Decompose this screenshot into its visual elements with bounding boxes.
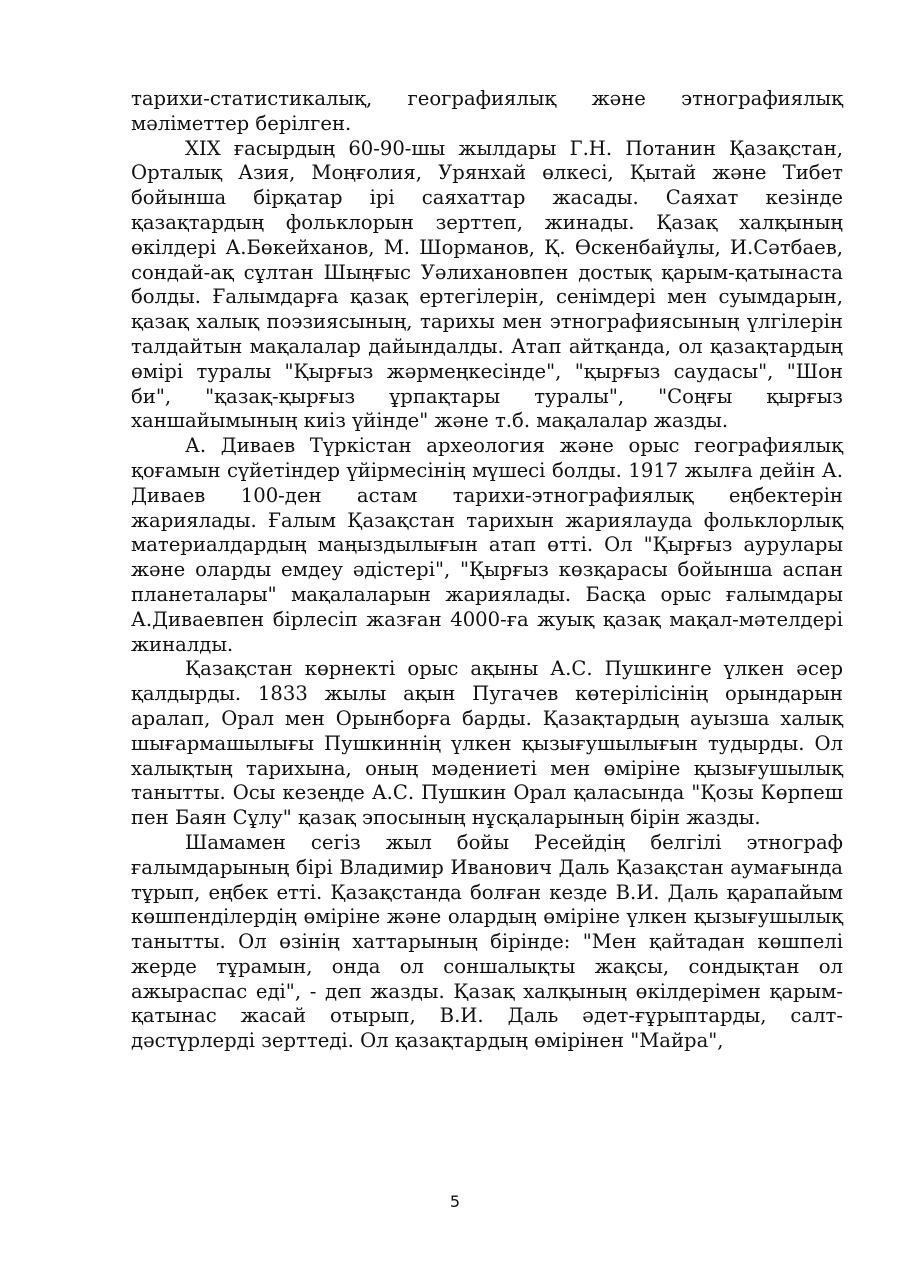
paragraph-divaev: А. Диваев Түркістан археология және орыс географиялық қоғамын сүйетіндер үйірмесінің мүшесі болды. 1917 жылға дейін А. Диваев 100-ден астам тарихи-этнографиялық еңбектерін жариялады. Ғалым Қазақстан тарихын жариялауда фольклорлық материалдардың маңыздылығын атап өтті. Ол "Қырғыз аурулары және оларды емдеу әдістері", "Қырғыз көзқарасы бойынша аспан планеталары" мақалаларын жариялады. Басқа орыс ғалымдары А.Диваевпен бірлесіп жазған 4000-ға жуық қазақ мақал-мәтелдері жиналды. xyxy=(131,434,843,656)
page-number: 5 xyxy=(449,1192,461,1211)
paragraph-dal: Шамамен сегіз жыл бойы Ресейдің белгілі этнограф ғалымдарының бірі Владимир Иванович Даль Қазақстан аумағында тұрып, еңбек етті. Қазақстанда болған кезде В.И. Даль қарапайым көшпенділердің өміріне және олардың өміріне үлкен қызығушылық танытты. Ол өзінің хаттарының бірінде: "Мен қайтадан көшпелі жерде тұрамын, онда ол соншалықты жақсы, сондықтан ол ажыраспас еді", - деп жазды. Қазақ халқының өкілдерімен қарым-қатынас жасай отырып, В.И. Даль әдет-ғұрыптарды, салт-дәстүрлерді зерттеді. Ол қазақтардың өмірінен "Майра", xyxy=(131,830,843,1053)
body-text xyxy=(131,87,843,1054)
paragraph-potanin: XIX ғасырдың 60-90-шы жылдары Г.Н. Потанин Қазақстан, Орталық Азия, Моңғолия, Урянхай өлкесі, Қытай және Тибет бойынша бірқатар ірі саяхаттар жасады. Саяхат кезінде қазақтардың фольклорын зерттеп, жинады. Қазақ халқының өкілдері А.Бөкейханов, М. Шорманов, Қ. Өскенбайұлы, И.Сәтбаев, сондай-ақ сұлтан Шыңғыс Уәлихановпен достық қарым-қатынаста болды. Ғалымдарға қазақ ертегілерін, сенімдері мен суымдарын, қазақ халық поэзиясының, тарихы мен этнографиясының үлгілерін талдайтын мақалалар дайындалды. Атап айтқанда, ол қазақтардың өмірі туралы "Қырғыз жәрмеңкесінде", "қырғыз саудасы", "Шон би", "қазақ-қырғыз ұрпақтары туралы", "Соңғы қырғыз ханшайымының киіз үйінде" және т.б. мақалалар жазды. xyxy=(131,136,843,433)
paragraph-continuation: тарихи-статистикалық, географиялық және этнографиялық мәліметтер берілген. xyxy=(131,87,843,135)
paragraph-pushkin: Қазақстан көрнекті орыс ақыны А.С. Пушкинге үлкен әсер қалдырды. 1833 жылы ақын Пугачев көтерілісінің орындарын аралап, Орал мен Орынборға барды. Қазақтардың ауызша халық шығармашылығы Пушкиннің үлкен қызығушылығын тудырды. Ол халықтың тарихына, оның мәдениеті мен өміріне қызығушылық танытты. Осы кезеңде А.С. Пушкин Орал қаласында "Қозы Көрпеш пен Баян Сұлу" қазақ эпосының нұсқаларының бірін жазды. xyxy=(131,657,843,830)
